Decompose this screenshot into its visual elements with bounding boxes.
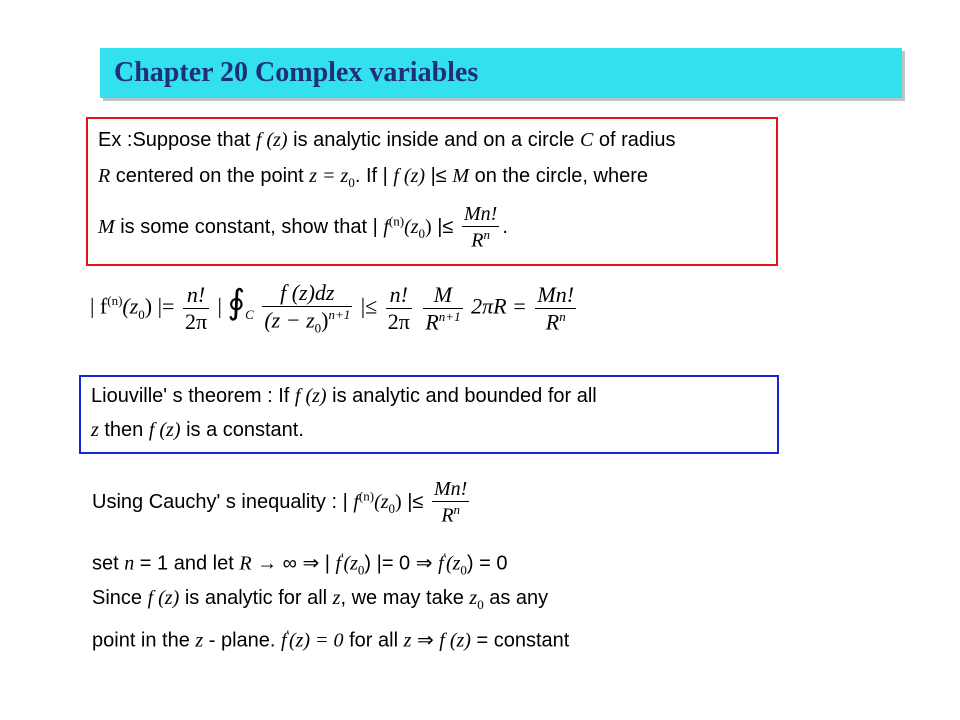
proof-line-3: Since f (z) is analytic for all z, we may take $z_0$ as any xyxy=(92,587,549,612)
proof-line-2: set n = 1 and let R → ∞ ⇒ | $f'(z_0)$ |= 0 ⇒ $f'(z_0) = 0$ xyxy=(92,550,508,578)
frac-M-over-R: $\frac{M}{R^{n+1}}$ xyxy=(425,281,461,335)
proof-line-4: point in the z - plane. f'(z) = 0 for all z ⇒ f (z) = constant xyxy=(92,627,570,652)
proof-fraction: $\frac{Mn!}{R^n}$ xyxy=(434,478,468,527)
example-line-1: Ex :Suppose that f (z) is analytic inside and on a circle C of radius xyxy=(98,129,676,151)
frac-n-over-2pi: $\frac{n!}{2\pi}$ xyxy=(184,281,208,334)
contour-integral-icon: ∮ xyxy=(227,284,246,322)
liouville-line-1: Liouville' s theorem : If f (z) is analytic and bounded for all xyxy=(91,385,597,407)
frac-integrand: $\frac{f (z)dz}{(z - z_0)^{n+1}}$ xyxy=(264,280,351,336)
example-fraction: $\frac{Mn!}{R^n}$ xyxy=(463,203,498,252)
liouville-line-2: z then f (z) is a constant. xyxy=(91,419,304,441)
liouville-theorem-box xyxy=(79,375,779,454)
cauchy-derivation: | $f^{(n)}(z_0)$ |= $\frac{n!}{2\pi}$ | $∮_C$ $\frac{f (z)dz}{(z - z_0)^{n+1}}$ |≤ $\frac{n!}{2\pi}$ $\frac{M}{R^{n+1}}$ 2πR = $\frac{Mn!}{R^n}$ xyxy=(90,280,575,336)
frac-n-over-2pi-b: $\frac{n!}{2\pi}$ xyxy=(387,281,410,334)
example-line-3: M is some constant, show that | $f^{(n)}(z_0)$ |≤ $\frac{Mn!}{R^n}$ . xyxy=(98,203,508,252)
proof-line-1: Using Cauchy' s inequality : | $f^{(n)}(z_0)$ |≤ $\frac{Mn!}{R^n}$ xyxy=(92,478,468,527)
example-line-2: R centered on the point $z = z_0$. If | f (z) |≤ M on the circle, where xyxy=(98,165,648,190)
slide-title: Chapter 20 Complex variables xyxy=(114,57,479,88)
title-bar xyxy=(100,48,902,98)
frac-Mn-over-Rn: $\frac{Mn!}{R^n}$ xyxy=(537,281,575,335)
example-box xyxy=(86,117,778,266)
